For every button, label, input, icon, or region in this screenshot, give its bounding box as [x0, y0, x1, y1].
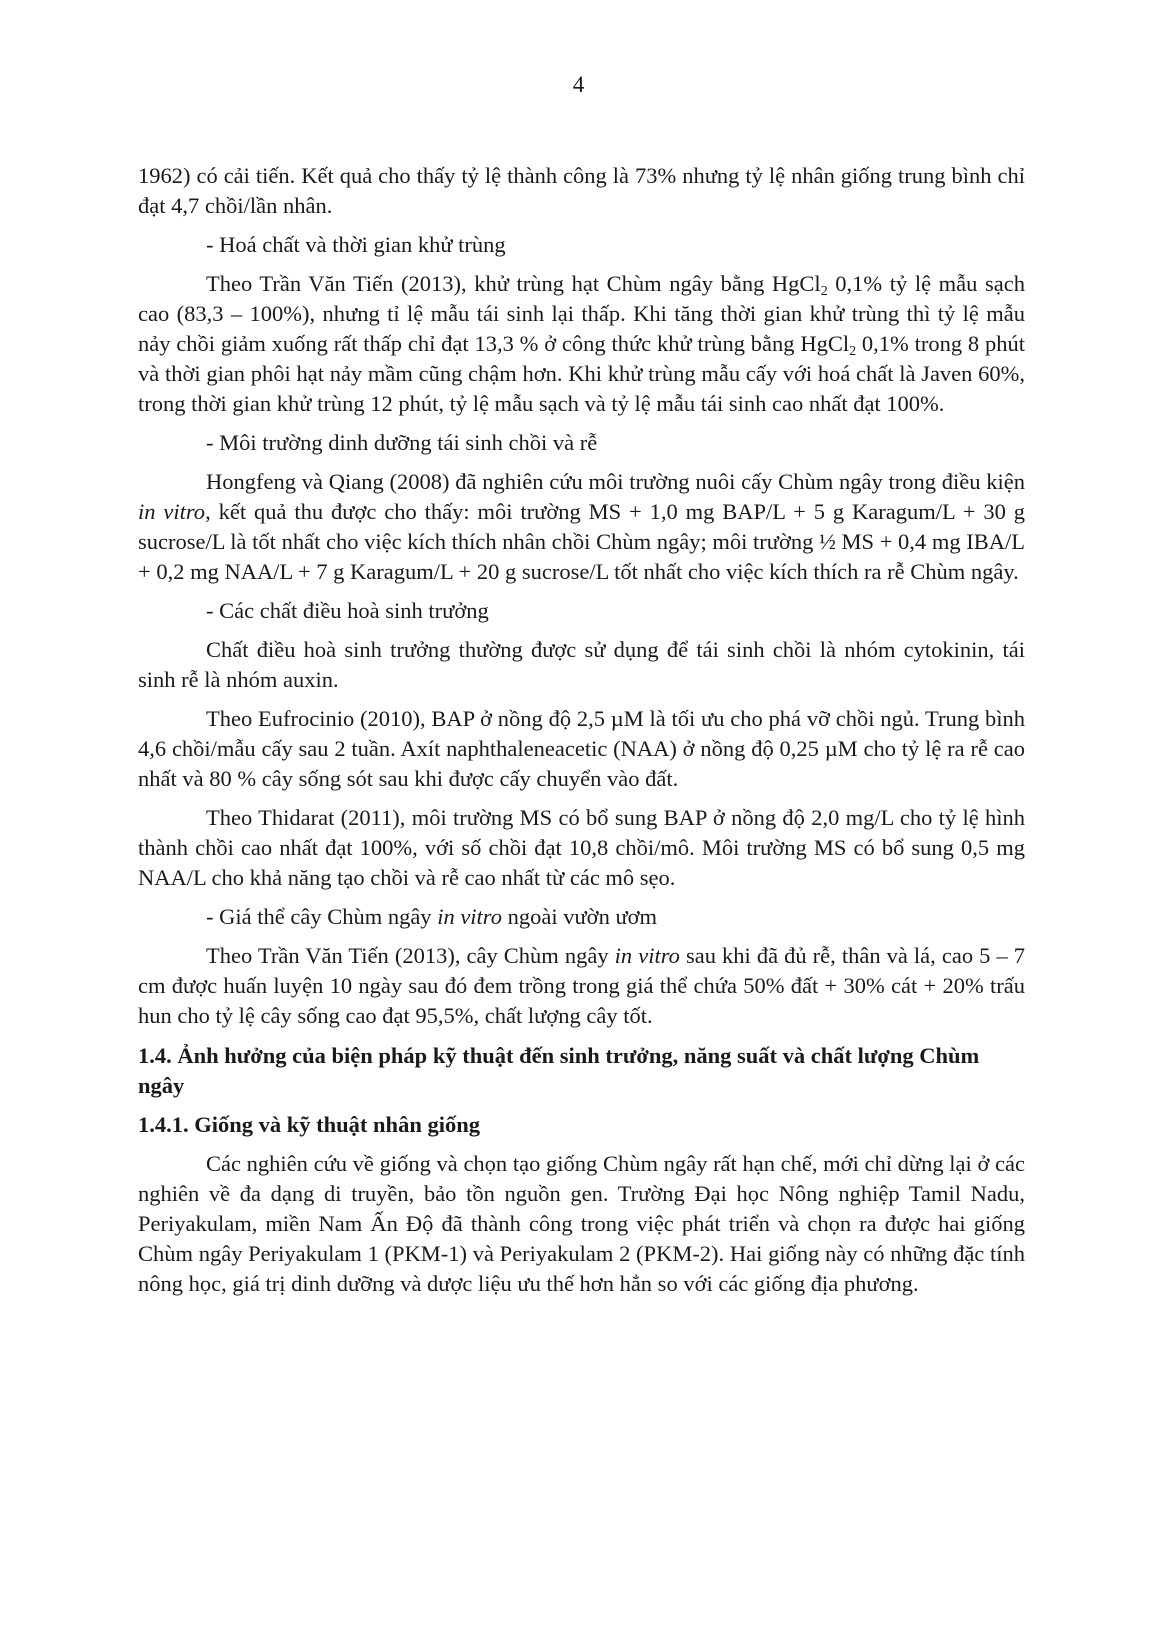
heading-1-4-1: 1.4.1. Giống và kỹ thuật nhân giống [138, 1112, 480, 1137]
subsection-sterilization: - Hoá chất và thời gian khử trùng [206, 232, 506, 257]
heading-1-4: 1.4. Ảnh hưởng của biện pháp kỹ thuật đến sinh trưởng, năng suất và chất lượng Chùm ngây [138, 1043, 980, 1098]
subsection-regulators: - Các chất điều hoà sinh trưởng [206, 598, 489, 623]
paragraph-regulators-1: Chất điều hoà sinh trưởng thường được sử dụng để tái sinh chồi là nhóm cytokinin, tái sinh rễ là nhóm auxin. [138, 637, 1025, 692]
text-run: ngoài vườn ươm [501, 904, 658, 929]
paragraph-sterilization [138, 269, 1025, 419]
text-run: Hongfeng và Qiang (2008) đã nghiên cứu môi trường nuôi cấy Chùm ngây trong điều kiện [206, 469, 1025, 494]
subsection-substrate [138, 902, 1025, 932]
paragraph-regulators-3: Theo Thidarat (2011), môi trường MS có bổ sung BAP ở nồng độ 2,0 mg/L cho tỷ lệ hình thành chồi cao nhất đạt 100%, với số chồi đạt 10,8 chồi/mô. Môi trường MS có bổ sung 0,5 mg NAA/L cho khả năng tạo chồi và rễ cao nhất từ các mô sẹo. [138, 805, 1025, 890]
document-body [138, 161, 1025, 1299]
italic-text: in vitro [614, 943, 680, 968]
subscript: 2 [849, 344, 857, 359]
text-run: - Giá thể cây Chùm ngây [206, 904, 438, 929]
text-run: Theo Trần Văn Tiến (2013), cây Chùm ngây [206, 943, 615, 968]
paragraph-substrate [138, 941, 1025, 1031]
italic-text: in vitro [138, 499, 206, 524]
text-run: Theo Trần Văn Tiến (2013), khử trùng hạt Chùm ngây bằng HgCl [206, 271, 821, 296]
text-run: 0,1% trong 8 phút và thời gian phôi hạt nảy mầm cũng chậm hơn. Khi khử trùng mẫu cấy với hoá chất là Javen 60%, trong thời gian khử trùng 12 phút, tỷ lệ mẫu sạch và tỷ lệ mẫu tái sinh cao nhất đạt 100%. [138, 331, 1025, 416]
subscript: 2 [820, 284, 828, 299]
text-run: 0,1% tỷ lệ mẫu sạch cao (83,3 – 100%), nhưng tỉ lệ mẫu tái sinh lại thấp. Khi tăng thời gian khử trùng thì tỷ lệ mẫu nảy chồi giảm xuống rất thấp chỉ đạt 13,3 % ở công thức khử trùng bằng HgCl [138, 271, 1025, 356]
paragraph-varieties: Các nghiên cứu về giống và chọn tạo giống Chùm ngây rất hạn chế, mới chỉ dừng lại ở các nghiên về đa dạng di truyền, bảo tồn nguồn gen. Trường Đại học Nông nghiệp Tamil Nadu, Periyakulam, miền Nam Ấn Độ đã thành công trong việc phát triển và chọn ra được hai giống Chùm ngây Periyakulam 1 (PKM-1) và Periyakulam 2 (PKM-2). Hai giống này có những đặc tính nông học, giá trị dinh dưỡng và dược liệu ưu thế hơn hẳn so với các giống địa phương. [138, 1151, 1025, 1296]
subsection-medium: - Môi trường dinh dưỡng tái sinh chồi và rễ [206, 430, 598, 455]
paragraph-medium [138, 467, 1025, 587]
paragraph-intro: 1962) có cải tiến. Kết quả cho thấy tỷ lệ thành công là 73% nhưng tỷ lệ nhân giống trung bình chỉ đạt 4,7 chồi/lần nhân. [138, 163, 1025, 218]
text-run: , kết quả thu được cho thấy: môi trường MS + 1,0 mg BAP/L + 5 g Karagum/L + 30 g sucrose/L là tốt nhất cho việc kích thích nhân chồi Chùm ngây; môi trường ½ MS + 0,4 mg IBA/L + 0,2 mg NAA/L + 7 g Karagum/L + 20 g sucrose/L tốt nhất cho việc kích thích ra rễ Chùm ngây. [138, 499, 1025, 584]
page-number: 4 [572, 72, 585, 97]
italic-text: in vitro [437, 904, 502, 929]
paragraph-regulators-2: Theo Eufrocinio (2010), BAP ở nồng độ 2,5 µM là tối ưu cho phá vỡ chồi ngủ. Trung bình 4,6 chồi/mẫu cấy sau 2 tuần. Axít naphthaleneacetic (NAA) ở nồng độ 0,25 µM cho tỷ lệ ra rễ cao nhất và 80 % cây sống sót sau khi được cấy chuyển vào đất. [138, 706, 1025, 791]
text-run: sau khi đã đủ rễ, thân và lá, cao 5 – 7 cm được huấn luyện 10 ngày sau đó đem trồng trong giá thể chứa 50% đất + 30% cát + 20% trấu hun cho tỷ lệ cây sống cao đạt 95,5%, chất lượng cây tốt. [138, 943, 1025, 1028]
